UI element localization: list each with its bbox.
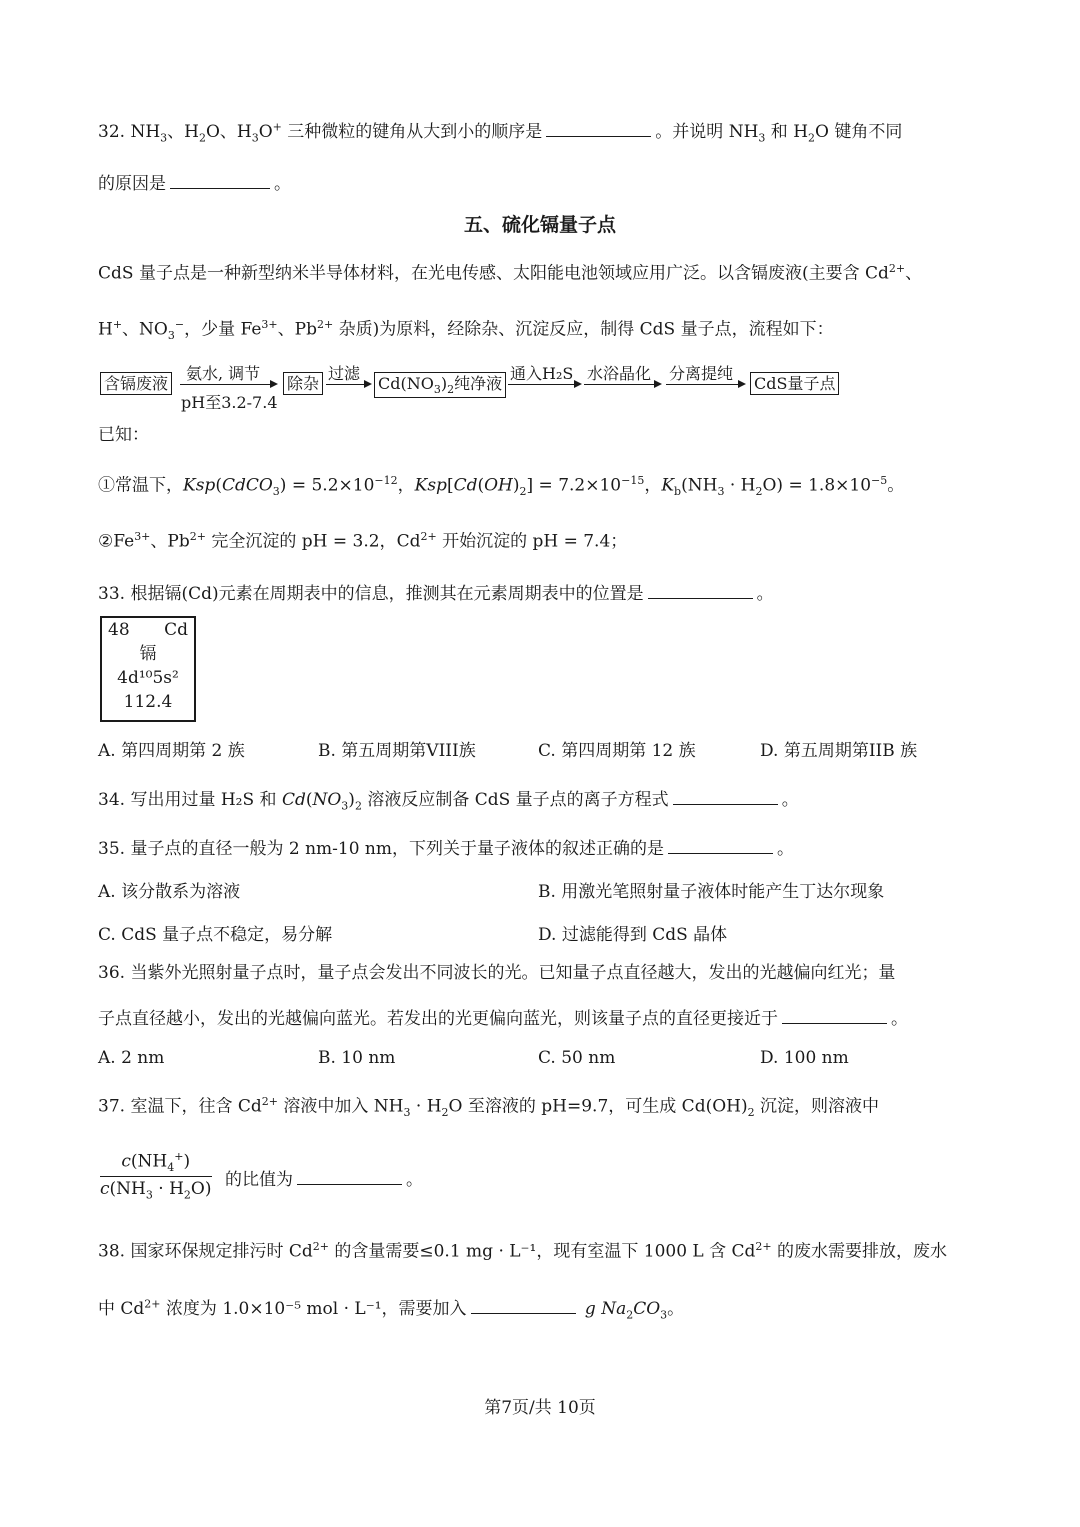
q35-answer-blank[interactable] bbox=[668, 835, 773, 854]
flow-box-waste: 含镉废液 bbox=[100, 372, 172, 395]
q35-option-b[interactable]: B. 用激光笔照射量子液体时能产生丁达尔现象 bbox=[538, 882, 885, 902]
flow-arrow-4 bbox=[584, 384, 660, 385]
flow-label-crystal: 水浴晶化 bbox=[587, 364, 652, 383]
flow-label-filter: 过滤 bbox=[328, 364, 361, 383]
q33-option-a[interactable]: A. 第四周期第 2 族 bbox=[98, 741, 245, 761]
q33-option-c[interactable]: C. 第四周期第 12 族 bbox=[538, 741, 696, 761]
q33-option-d[interactable]: D. 第五周期第IIB 族 bbox=[760, 741, 918, 761]
q32-answer-blank-2[interactable] bbox=[170, 170, 270, 189]
fraction-denominator: $c(NH_3 \cdot H_2O)$ bbox=[100, 1179, 212, 1202]
flow-arrow-1 bbox=[180, 384, 276, 385]
q37-ratio-fraction bbox=[100, 1150, 212, 1201]
q36-option-d[interactable]: D. 100 nm bbox=[760, 1048, 849, 1068]
q36-line2: 子点直径越小，发出的光越偏向蓝光。若发出的光更偏向蓝光，则该量子点的直径更接近于 。 bbox=[98, 1005, 908, 1029]
element-mass: 112.4 bbox=[123, 692, 173, 712]
section-heading: 五、硫化镉量子点 bbox=[463, 214, 616, 236]
flow-arrow-2 bbox=[326, 384, 370, 385]
known-label: 已知： bbox=[98, 425, 149, 445]
flow-arrow-3 bbox=[508, 384, 580, 385]
q38-line1: 38. 国家环保规定排污时 $Cd^{2+}$ 的含量需要≤0.1 mg · L⁻¹，现有室温下 1000 L 含 $Cd^{2+}$ 的废水需要排放，废水 bbox=[98, 1240, 948, 1262]
element-name: 镉 bbox=[139, 644, 157, 664]
q36-option-b[interactable]: B. 10 nm bbox=[318, 1048, 396, 1068]
q36-line1: 36. 当紫外光照射量子点时，量子点会发出不同波长的光。已知量子点直径越大，发出的光越偏向红光；量 bbox=[98, 963, 896, 983]
flow-box-impurity: 除杂 bbox=[283, 372, 323, 395]
flow-arrow-5 bbox=[666, 384, 744, 385]
q35-question: 35. 量子点的直径一般为 2 nm-10 nm，下列关于量子液体的叙述正确的是 。 bbox=[98, 835, 794, 859]
element-card-cd bbox=[100, 616, 196, 722]
q38-line2: 中 $Cd^{2+}$ 浓度为 1.0×10⁻⁵ mol · L⁻¹，需要加入 g $Na_2CO_3$。 bbox=[98, 1295, 684, 1322]
flow-label-h2s: 通入H₂S bbox=[510, 364, 574, 383]
q32-answer-blank-1[interactable] bbox=[546, 118, 651, 137]
known-item-1: ①常温下，Ksp(CdCO$_3$) = $5.2\times 10^{-12}$，$Ksp[Cd(OH)_2] = 7.2\times 10^{-15}$，$K_b(NH_3 \cdot H_2O) = 1.8\times 10^{-5}$。 bbox=[98, 474, 905, 499]
known-item-2: $②Fe^{3+}$、$Pb^{2+}$ 完全沉淀的 pH = 3.2，$Cd^{2+}$ 开始沉淀的 pH = 7.4； bbox=[98, 530, 628, 552]
q32-line2: 的原因是 。 bbox=[98, 170, 291, 194]
flow-label-ammonia: 氨水, 调节 bbox=[186, 364, 261, 383]
q37-question: 37. 室温下，往含 $Cd^{2+}$ 溶液中加入 $NH_3 \cdot H_2O$ 至溶液的 pH=9.7，可生成 $Cd(OH)_2$ 沉淀，则溶液中 bbox=[98, 1095, 880, 1120]
q37-ratio-line: 的比值为 。 bbox=[225, 1166, 423, 1190]
q36-answer-blank[interactable] bbox=[782, 1005, 887, 1024]
q34-answer-blank[interactable] bbox=[673, 786, 778, 805]
q38-answer-blank[interactable] bbox=[471, 1295, 576, 1314]
element-number: 48 bbox=[108, 620, 130, 640]
flow-label-ph: pH至3.2-7.4 bbox=[181, 393, 278, 412]
intro-line2: H+、$NO_3^-$，少量 $Fe^{3+}$、$Pb^{2+}$ 杂质)为原料，经除杂、沉淀反应，制得 CdS 量子点，流程如下： bbox=[98, 318, 834, 343]
fraction-numerator: $c(NH_4^+)$ bbox=[100, 1150, 212, 1177]
q33-option-b[interactable]: B. 第五周期第VIII族 bbox=[318, 741, 476, 761]
q33-answer-blank[interactable] bbox=[648, 580, 753, 599]
page-number: 第7页/共 10页 bbox=[484, 1398, 596, 1418]
q36-option-c[interactable]: C. 50 nm bbox=[538, 1048, 616, 1068]
q35-option-d[interactable]: D. 过滤能得到 CdS 晶体 bbox=[538, 925, 728, 945]
q33-question: 33. 根据镉(Cd)元素在周期表中的信息，推测其在元素周期表中的位置是 。 bbox=[98, 580, 774, 604]
flow-label-separate: 分离提纯 bbox=[669, 364, 734, 383]
flow-box-cdno3: $Cd(NO_3)_2$纯净液 bbox=[374, 372, 506, 398]
q37-answer-blank[interactable] bbox=[297, 1166, 402, 1185]
q35-option-a[interactable]: A. 该分散系为溶液 bbox=[98, 882, 241, 902]
element-symbol: Cd bbox=[164, 620, 188, 640]
q35-option-c[interactable]: C. CdS 量子点不稳定，易分解 bbox=[98, 925, 333, 945]
q36-option-a[interactable]: A. 2 nm bbox=[98, 1048, 165, 1068]
q34-question: 34. 写出用过量 H₂S 和 $Cd(NO_3)_2$ 溶液反应制备 CdS 量子点的离子方程式 。 bbox=[98, 786, 799, 813]
element-config: 4d¹⁰5s² bbox=[117, 668, 179, 688]
flow-box-cds: CdS量子点 bbox=[750, 372, 839, 395]
q32-line1: 32. $NH_3$、$H_2O$、$H_3O^+$ 三种微粒的键角从大到小的顺序是 。并说明 $NH_3$ 和 $H_2O$ 键角不同 bbox=[98, 118, 902, 145]
intro-line1: CdS 量子点是一种新型纳米半导体材料，在光电传感、太阳能电池领域应用广泛。以含镉废液(主要含 $Cd^{2+}$、 bbox=[98, 262, 923, 284]
